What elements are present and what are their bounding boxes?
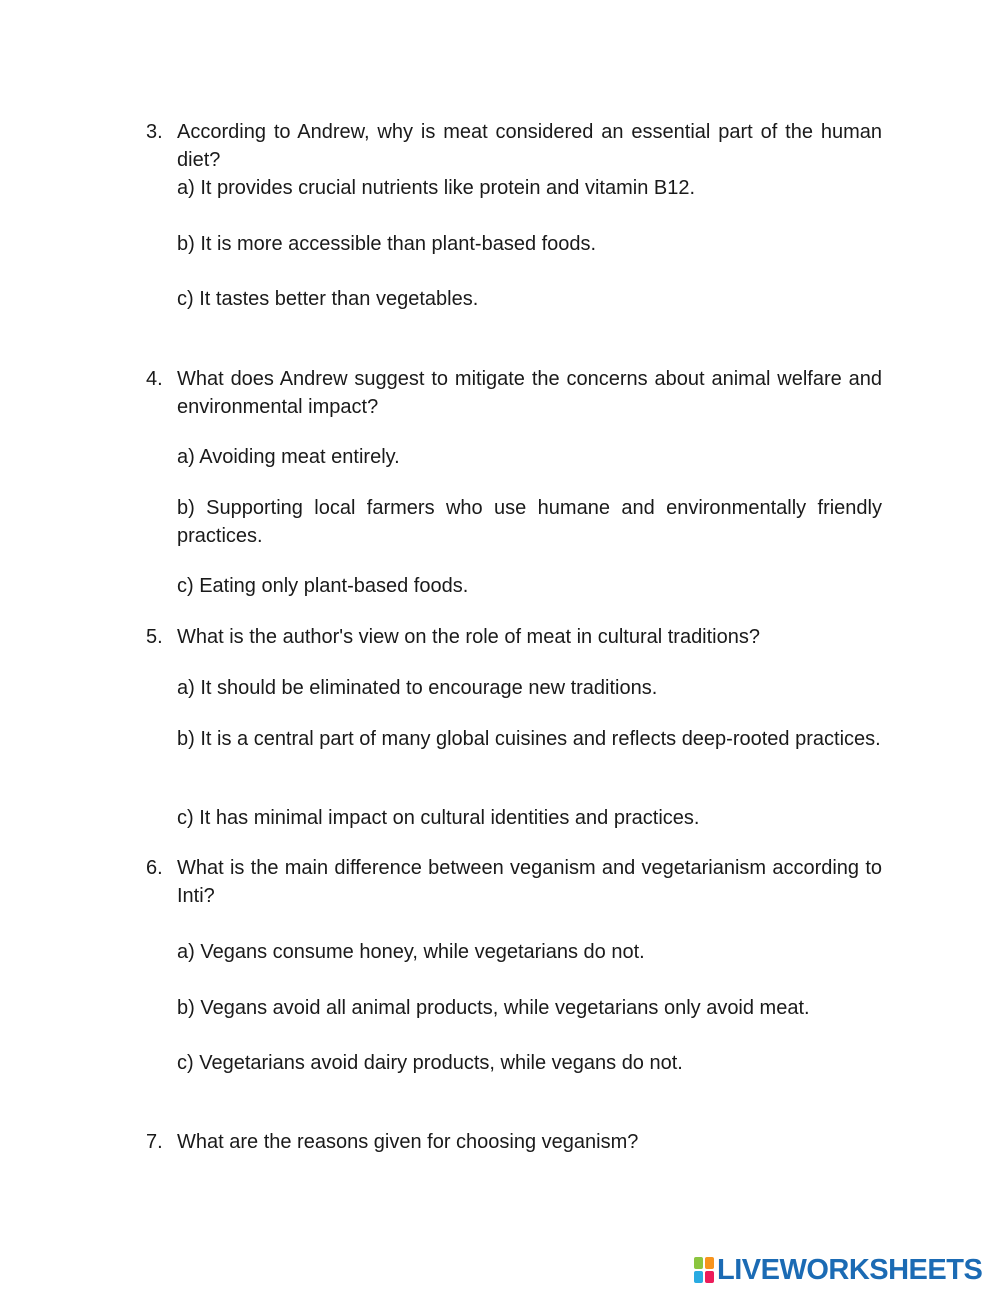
question-5 — [146, 623, 882, 651]
option-3b: b) It is more accessible than plant-based foods. — [177, 233, 597, 255]
question-number: 5. — [146, 626, 163, 648]
question-4 — [146, 365, 882, 421]
question-text: What does Andrew suggest to mitigate the concerns about animal welfare and environmental impact? — [177, 368, 882, 418]
option-5a: a) It should be eliminated to encourage new traditions. — [177, 677, 658, 699]
question-number: 4. — [146, 368, 163, 390]
option-6b: b) Vegans avoid all animal products, while vegetarians only avoid meat. — [177, 997, 810, 1019]
question-number: 7. — [146, 1131, 163, 1153]
option-3c: c) It tastes better than vegetables. — [177, 288, 479, 310]
question-7 — [146, 1128, 882, 1156]
option-4b: b) Supporting local farmers who use humane and environmentally friendly practices. — [177, 497, 882, 547]
liveworksheets-logo — [694, 1255, 982, 1285]
option-5c: c) It has minimal impact on cultural identities and practices. — [177, 807, 700, 829]
question-number: 3. — [146, 121, 163, 143]
option-4a: a) Avoiding meat entirely. — [177, 446, 400, 468]
logo-text: LIVEWORKSHEETS — [717, 1253, 983, 1286]
question-number: 6. — [146, 857, 163, 879]
question-6 — [146, 854, 882, 910]
option-5b: b) It is a central part of many global cuisines and reflects deep-rooted practices. — [177, 728, 881, 750]
question-text: What is the author's view on the role of meat in cultural traditions? — [177, 626, 760, 648]
liveworksheets-mark-icon — [694, 1257, 714, 1283]
option-6a: a) Vegans consume honey, while vegetarians do not. — [177, 941, 645, 963]
option-4c: c) Eating only plant-based foods. — [177, 575, 469, 597]
question-text: According to Andrew, why is meat considered an essential part of the human diet? — [177, 121, 882, 171]
question-text: What are the reasons given for choosing veganism? — [177, 1131, 639, 1153]
question-text: What is the main difference between veganism and vegetarianism according to Inti? — [177, 857, 882, 907]
option-6c: c) Vegetarians avoid dairy products, while vegans do not. — [177, 1052, 683, 1074]
question-3 — [146, 118, 882, 174]
option-3a: a) It provides crucial nutrients like protein and vitamin B12. — [177, 177, 696, 199]
